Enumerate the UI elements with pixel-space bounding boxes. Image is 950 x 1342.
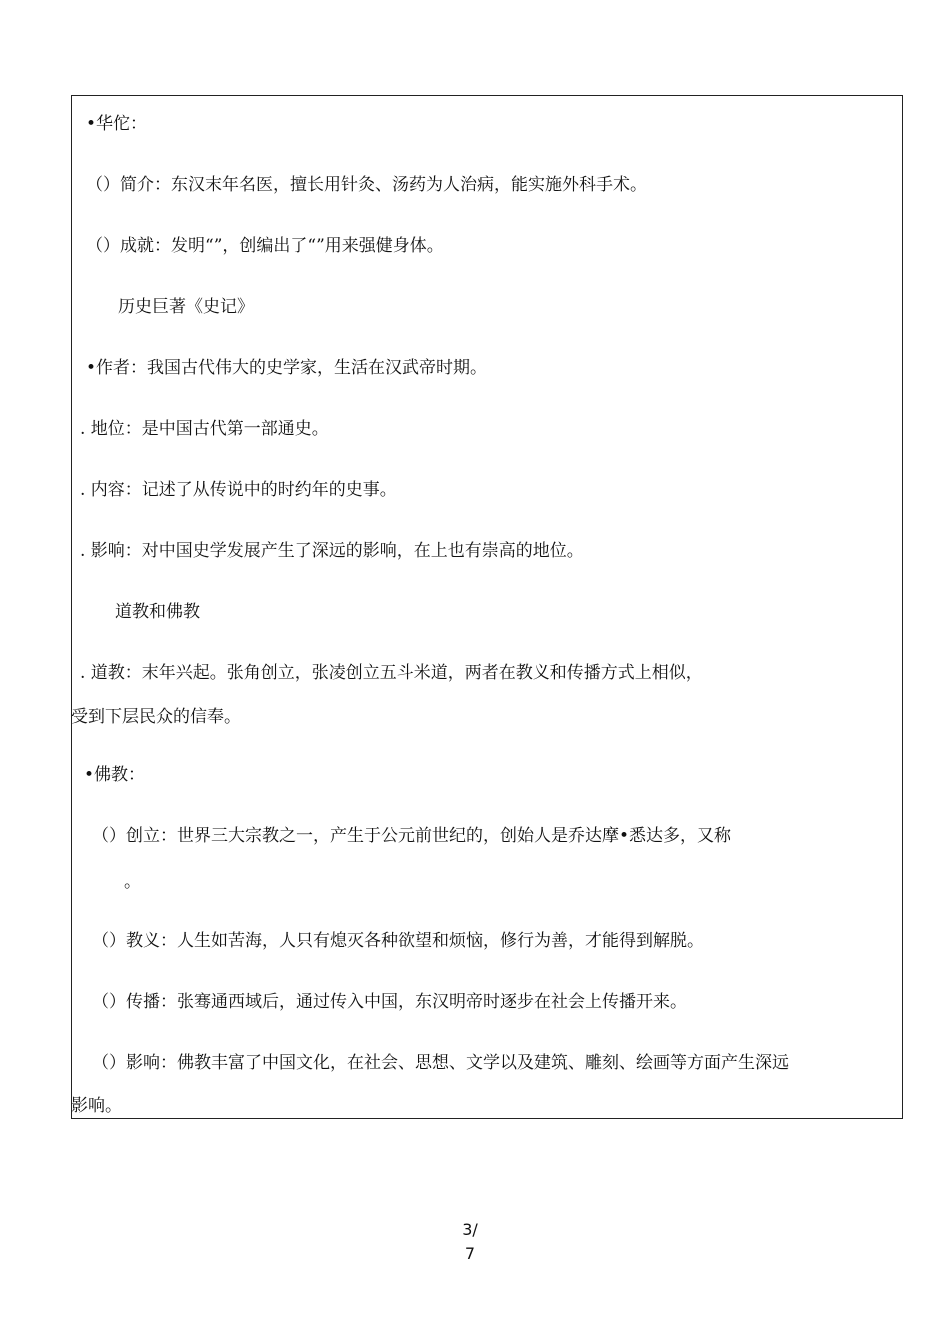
page-number-bottom: 7 [464,1244,476,1263]
shiji-author: •作者：我国古代伟大的史学家，生活在汉武帝时期。 [86,358,488,378]
religion-section-title: 道教和佛教 [115,602,200,622]
buddhism-spread: （）传播：张骞通西域后，通过传入中国，东汉明帝时逐步在社会上传播开来。 [92,992,687,1012]
page-number-top: 3/ [462,1220,478,1239]
shiji-influence: . 影响：对中国史学发展产生了深远的影响，在上也有崇高的地位。 [80,541,584,561]
taoism-line-1: . 道教：末年兴起。张角创立，张凌创立五斗米道，两者在教义和传播方式上相似， [80,663,703,683]
buddhism-doctrine: （）教义：人生如苦海，人只有熄灭各种欲望和烦恼，修行为善，才能得到解脱。 [92,931,704,951]
buddhism-influence-line-2: 影响。 [71,1096,122,1116]
huatuo-heading: •华佗： [86,114,148,134]
shiji-content: . 内容：记述了从传说中的时约年的史事。 [80,480,397,500]
huatuo-intro: （）简介：东汉末年名医，擅长用针灸、汤药为人治病，能实施外科手术。 [86,175,647,195]
buddhism-influence-line-1: （）影响：佛教丰富了中国文化，在社会、思想、文学以及建筑、雕刻、绘画等方面产生深远 [92,1053,789,1073]
huatuo-achievement: （）成就：发明“”，创编出了“”用来强健身体。 [86,236,444,256]
taoism-line-2: 受到下层民众的信奉。 [71,707,241,727]
buddhism-founding-line-2: 。 [124,872,141,892]
buddhism-heading: •佛教： [84,765,146,785]
shiji-section-title: 历史巨著《史记》 [118,297,254,317]
shiji-status: . 地位：是中国古代第一部通史。 [80,419,329,439]
buddhism-founding-line-1: （）创立：世界三大宗教之一，产生于公元前世纪的，创始人是乔达摩•悉达多，又称 [92,826,732,846]
